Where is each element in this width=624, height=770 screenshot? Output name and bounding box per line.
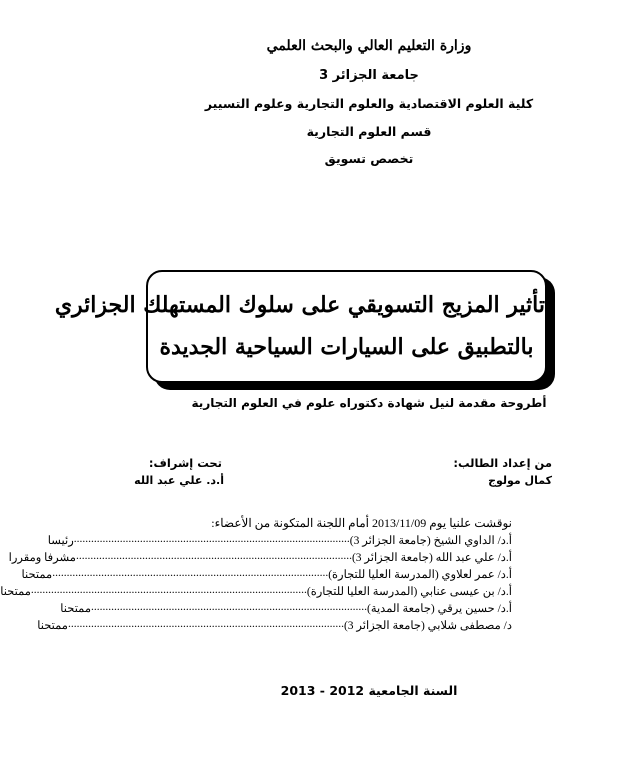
member-name: أ.د/ علي عبد الله (جامعة الجزائر 3)	[351, 552, 512, 564]
dotted-leader: ................................................................................................	[75, 550, 352, 562]
dotted-leader: ................................................................................................	[67, 618, 344, 630]
student-name: كمال مولوج	[488, 474, 552, 487]
member-name: د/ مصطفى شلابي (جامعة الجزائر 3)	[343, 620, 512, 632]
thesis-title-line-2: بالتطبيق على السيارات السياحية الجديدة	[159, 334, 534, 360]
dotted-leader: ................................................................................................	[30, 584, 307, 596]
academic-year: السنة الجامعية 2012 - 2013	[280, 683, 458, 698]
member-name: أ.د/ عمر لعلاوي (المدرسة العليا للتجارة)	[328, 569, 512, 581]
supervisor-name: أ.د. علي عبد الله	[134, 474, 224, 487]
supervisor-label: تحت إشراف:	[148, 456, 222, 470]
member-role: مشرفا ومقررا	[8, 552, 76, 564]
dotted-leader: ................................................................................................	[73, 533, 350, 545]
member-name: أ.د/ حسين يرقي (جامعة المدية)	[366, 603, 512, 615]
ministry-heading: وزارة التعليم العالي والبحث العلمي	[266, 38, 472, 54]
committee-member	[0, 584, 512, 598]
specialty-heading: تخصص تسويق	[324, 151, 414, 166]
committee-member	[8, 550, 512, 564]
dotted-leader: ................................................................................................	[90, 601, 367, 613]
thesis-title-line-1: تأثير المزيج التسويقي على سلوك المستهلك الجزائري	[54, 292, 545, 318]
committee-member	[37, 618, 512, 632]
committee-intro: نوقشت علنيا يوم 2013/11/09 أمام اللجنة المتكونة من الأعضاء:	[211, 516, 512, 530]
member-role: ممتحنا	[37, 620, 68, 632]
thesis-title-box	[54, 270, 547, 383]
university-heading: جامعة الجزائر 3	[319, 68, 419, 83]
faculty-heading: كلية العلوم الاقتصادية والعلوم التجارية وعلوم التسيير	[204, 96, 534, 111]
committee-member	[60, 601, 512, 615]
member-role: ممتحنا	[0, 586, 31, 598]
committee-member	[47, 533, 512, 547]
member-role: رئيسا	[47, 535, 74, 547]
member-role: ممتحنا	[60, 603, 91, 615]
department-heading: قسم العلوم التجارية	[306, 124, 432, 139]
student-label: من إعداد الطالب:	[453, 456, 552, 470]
member-name: أ.د/ الداوي الشيخ (جامعة الجزائر 3)	[349, 535, 512, 547]
member-role: ممتحنا	[21, 569, 53, 581]
member-name: أ.د/ بن عيسى عنابي (المدرسة العليا للتجارة)	[306, 586, 512, 598]
dotted-leader: ................................................................................................	[52, 567, 329, 579]
committee-member	[21, 567, 512, 581]
thesis-subtitle: أطروحة مقدمة لنيل شهادة دكتوراه علوم في العلوم التجارية	[191, 396, 547, 410]
